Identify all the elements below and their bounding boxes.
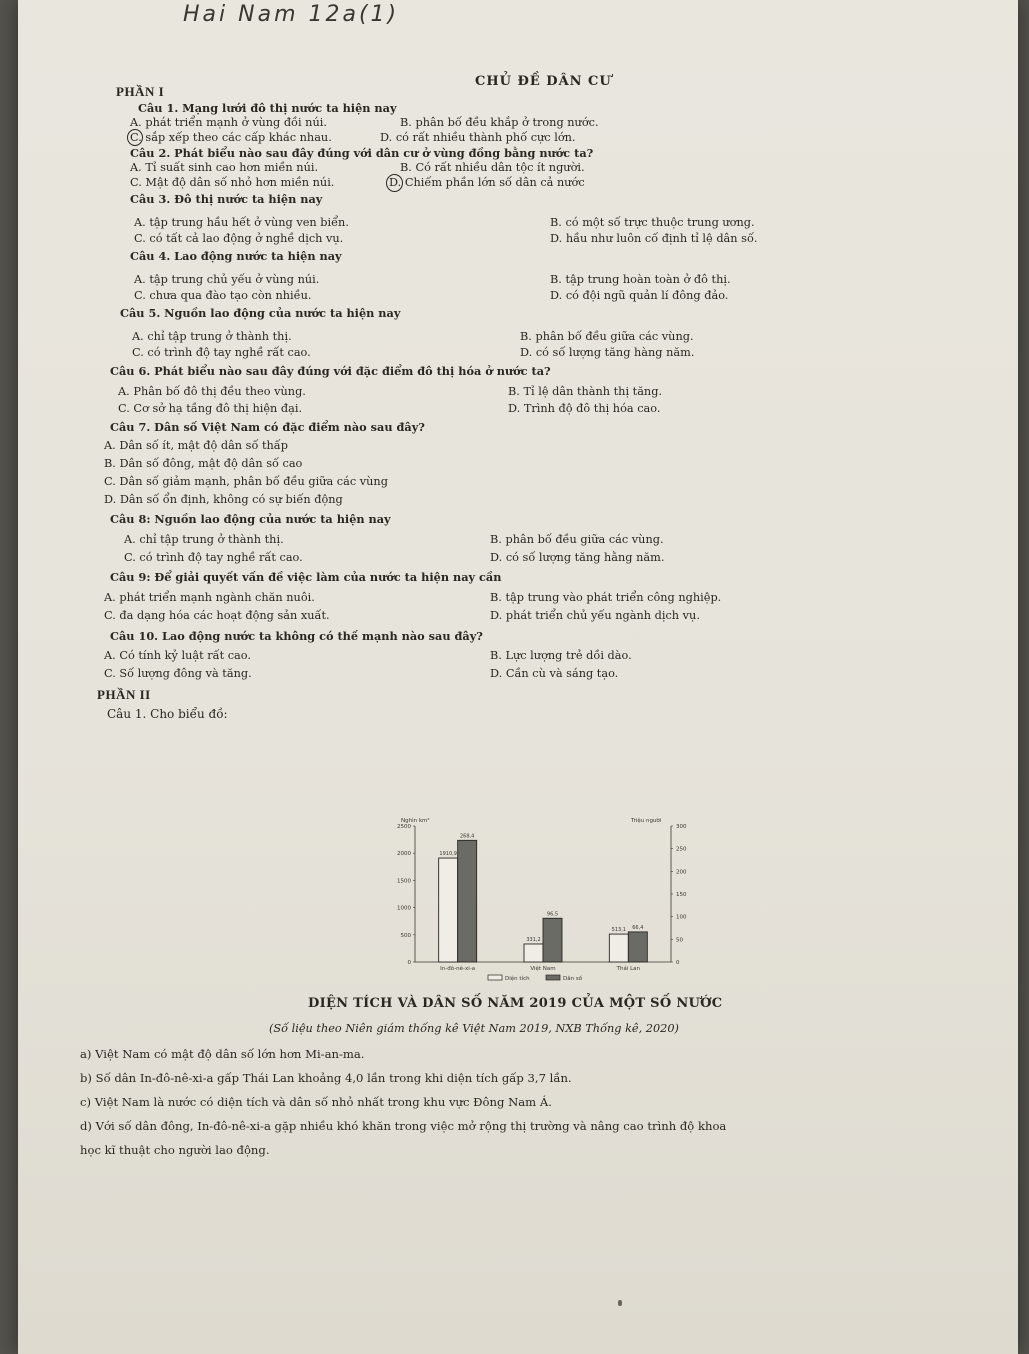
data-label-population: 96,5 bbox=[546, 911, 559, 918]
y-tick-label-right: 200 bbox=[676, 869, 687, 876]
legend-label-population: Dân số bbox=[563, 976, 583, 982]
question-6: Câu 6. Phát biểu nào sau đây đúng với đặc điểm đô thị hóa ở nước ta? bbox=[110, 364, 551, 378]
question-8: Câu 8: Nguồn lao động của nước ta hiện nay bbox=[110, 512, 391, 526]
y-tick-label-left: 0 bbox=[407, 960, 411, 966]
chart-source: (Số liệu theo Niên giám thống kê Việt Nam 2019, NXB Thống kê, 2020) bbox=[269, 1022, 679, 1035]
y-tick-label-left: 2000 bbox=[397, 851, 411, 858]
q9-option-c: C. đa dạng hóa các hoạt động sản xuất. bbox=[104, 609, 330, 622]
exam-paper bbox=[18, 0, 1018, 1354]
legend-label-area: Diện tích bbox=[505, 976, 530, 982]
answer-circle-mark bbox=[386, 174, 403, 192]
statement-a: a) Việt Nam có mật độ dân số lớn hơn Mi-an-ma. bbox=[80, 1047, 365, 1061]
question-2: Câu 2. Phát biểu nào sau đây đúng với dân cư ở vùng đồng bằng nước ta? bbox=[130, 146, 594, 160]
question-5: Câu 5. Nguồn lao động của nước ta hiện nay bbox=[120, 306, 401, 320]
q4-option-b: B. tập trung hoàn toàn ở đô thị. bbox=[550, 273, 731, 286]
chart-title: DIỆN TÍCH VÀ DÂN SỐ NĂM 2019 CỦA MỘT SỐ NƯỚC bbox=[308, 996, 723, 1011]
y-tick-label-right: 150 bbox=[676, 892, 687, 898]
q7-option-d: D. Dân số ổn định, không có sự biến động bbox=[104, 493, 343, 506]
q8-option-d: D. có số lượng tăng hằng năm. bbox=[490, 551, 665, 564]
y-tick-label-left: 500 bbox=[400, 932, 411, 939]
data-label-population: 268,4 bbox=[460, 833, 475, 840]
q5-option-c: C. có trình độ tay nghề rất cao. bbox=[132, 346, 311, 359]
category-label: Thái Lan bbox=[616, 966, 641, 972]
q2-option-d: D. Chiếm phần lớn số dân cả nước bbox=[389, 176, 585, 189]
q1-option-b: B. phân bố đều khắp ở trong nước. bbox=[400, 116, 599, 129]
y-tick-label-right: 50 bbox=[676, 937, 683, 944]
q5-option-d: D. có số lượng tăng hàng năm. bbox=[520, 346, 695, 359]
q7-option-c: C. Dân số giảm mạnh, phân bố đều giữa các vùng bbox=[104, 475, 388, 488]
y-axis-right-label: Triệu người bbox=[631, 818, 662, 824]
answer-circle-mark bbox=[127, 129, 143, 146]
part-2-question-1: Câu 1. Cho biểu đồ: bbox=[107, 707, 228, 721]
q9-option-d: D. phát triển chủ yếu ngành dịch vụ. bbox=[490, 609, 700, 622]
part-2-label: PHẦN II bbox=[97, 687, 151, 702]
q2-option-c: C. Mật độ dân số nhỏ hơn miền núi. bbox=[130, 176, 335, 189]
q3-option-b: B. có một số trực thuộc trung ương. bbox=[550, 216, 755, 229]
q1-option-a: A. phát triển mạnh ở vùng đồi núi. bbox=[130, 116, 327, 129]
q10-option-d: D. Cần cù và sáng tạo. bbox=[490, 667, 619, 680]
q5-option-b: B. phân bố đều giữa các vùng. bbox=[520, 330, 694, 343]
q10-option-c: C. Số lượng đông và tăng. bbox=[104, 667, 252, 680]
q7-option-b: B. Dân số đông, mật độ dân số cao bbox=[104, 457, 303, 470]
question-10: Câu 10. Lao động nước ta không có thế mạnh nào sau đây? bbox=[110, 629, 483, 643]
bar-area bbox=[439, 858, 458, 962]
part-1-label: PHẦN I bbox=[116, 84, 165, 99]
q8-option-b: B. phân bố đều giữa các vùng. bbox=[490, 533, 664, 546]
q2-option-a: A. Tỉ suất sinh cao hơn miền núi. bbox=[130, 161, 319, 174]
category-label: Việt Nam bbox=[530, 966, 556, 972]
q10-option-b: B. Lực lượng trẻ dồi dào. bbox=[490, 649, 632, 662]
y-axis-left-label: Nghìn km² bbox=[401, 818, 430, 824]
q4-option-c: C. chưa qua đào tạo còn nhiều. bbox=[134, 289, 312, 302]
data-label-area: 331,2 bbox=[526, 936, 541, 943]
q6-option-d: D. Trình độ đô thị hóa cao. bbox=[508, 402, 661, 415]
topic-title: CHỦ ĐỀ DÂN CƯ bbox=[475, 74, 612, 89]
q6-option-b: B. Tỉ lệ dân thành thị tăng. bbox=[508, 385, 663, 398]
q7-option-a: A. Dân số ít, mật độ dân số thấp bbox=[104, 439, 288, 452]
y-tick-label-right: 300 bbox=[676, 824, 687, 830]
q8-option-a: A. chỉ tập trung ở thành thị. bbox=[124, 533, 284, 546]
bar-chart bbox=[373, 812, 693, 987]
bar-population bbox=[628, 932, 647, 962]
q3-option-a: A. tập trung hầu hết ở vùng ven biển. bbox=[134, 216, 349, 229]
statement-c: c) Việt Nam là nước có diện tích và dân số nhỏ nhất trong khu vực Đông Nam Á. bbox=[80, 1095, 552, 1109]
q9-option-a: A. phát triển mạnh ngành chăn nuôi. bbox=[104, 591, 315, 604]
y-tick-label-right: 100 bbox=[676, 914, 687, 921]
statement-b: b) Số dân In-đô-nê-xi-a gấp Thái Lan khoảng 4,0 lần trong khi diện tích gấp 3,7 lần. bbox=[80, 1071, 572, 1085]
legend-swatch-area bbox=[488, 975, 502, 980]
y-tick-label-left: 2500 bbox=[397, 824, 411, 830]
question-1: Câu 1. Mạng lưới đô thị nước ta hiện nay bbox=[138, 101, 397, 115]
data-label-population: 66,4 bbox=[632, 924, 644, 931]
question-3: Câu 3. Đô thị nước ta hiện nay bbox=[130, 192, 323, 206]
handwritten-name: Hai Nam 12a(1) bbox=[183, 2, 400, 27]
q6-option-a: A. Phân bố đô thị đều theo vùng. bbox=[118, 385, 306, 398]
category-label: In-đô-nê-xi-a bbox=[440, 966, 476, 972]
question-9: Câu 9: Để giải quyết vấn đề việc làm của nước ta hiện nay cần bbox=[110, 570, 502, 584]
data-label-area: 1910,9 bbox=[439, 851, 457, 858]
q1-option-d: D. có rất nhiều thành phố cực lớn. bbox=[380, 131, 576, 144]
legend-swatch-population bbox=[546, 975, 560, 980]
q2-option-b: B. Có rất nhiều dân tộc ít người. bbox=[400, 161, 585, 174]
bar-population bbox=[458, 840, 477, 962]
q4-option-a: A. tập trung chủ yếu ở vùng núi. bbox=[134, 273, 320, 286]
q5-option-a: A. chỉ tập trung ở thành thị. bbox=[132, 330, 292, 343]
q8-option-c: C. có trình độ tay nghề rất cao. bbox=[124, 551, 303, 564]
q6-option-c: C. Cơ sở hạ tầng đô thị hiện đại. bbox=[118, 402, 303, 415]
q3-option-d: D. hầu như luôn cố định tỉ lệ dân số. bbox=[550, 232, 758, 245]
q1-option-c: C. sắp xếp theo các cấp khác nhau. bbox=[130, 131, 332, 144]
q4-option-d: D. có đội ngũ quản lí đông đảo. bbox=[550, 289, 729, 302]
paper-mark bbox=[618, 1300, 622, 1306]
y-tick-label-left: 1500 bbox=[397, 878, 411, 885]
q3-option-c: C. có tất cả lao động ở nghề dịch vụ. bbox=[134, 232, 344, 245]
data-label-area: 513,1 bbox=[611, 927, 626, 934]
statement-d-continued: học kĩ thuật cho người lao động. bbox=[80, 1143, 270, 1157]
y-tick-label-right: 250 bbox=[676, 846, 687, 853]
question-4: Câu 4. Lao động nước ta hiện nay bbox=[130, 249, 342, 263]
y-tick-label-right: 0 bbox=[676, 960, 680, 966]
question-7: Câu 7. Dân số Việt Nam có đặc điểm nào sau đây? bbox=[110, 420, 425, 434]
y-tick-label-left: 1000 bbox=[397, 905, 411, 912]
bar-area bbox=[609, 934, 628, 962]
statement-d: d) Với số dân đông, In-đô-nê-xi-a gặp nhiều khó khăn trong việc mở rộng thị trường và nâng cao trình độ khoa bbox=[80, 1119, 727, 1133]
q9-option-b: B. tập trung vào phát triển công nghiệp. bbox=[490, 591, 722, 604]
q10-option-a: A. Có tính kỷ luật rất cao. bbox=[104, 649, 251, 662]
bar-population bbox=[543, 918, 562, 962]
bar-area bbox=[524, 944, 543, 962]
